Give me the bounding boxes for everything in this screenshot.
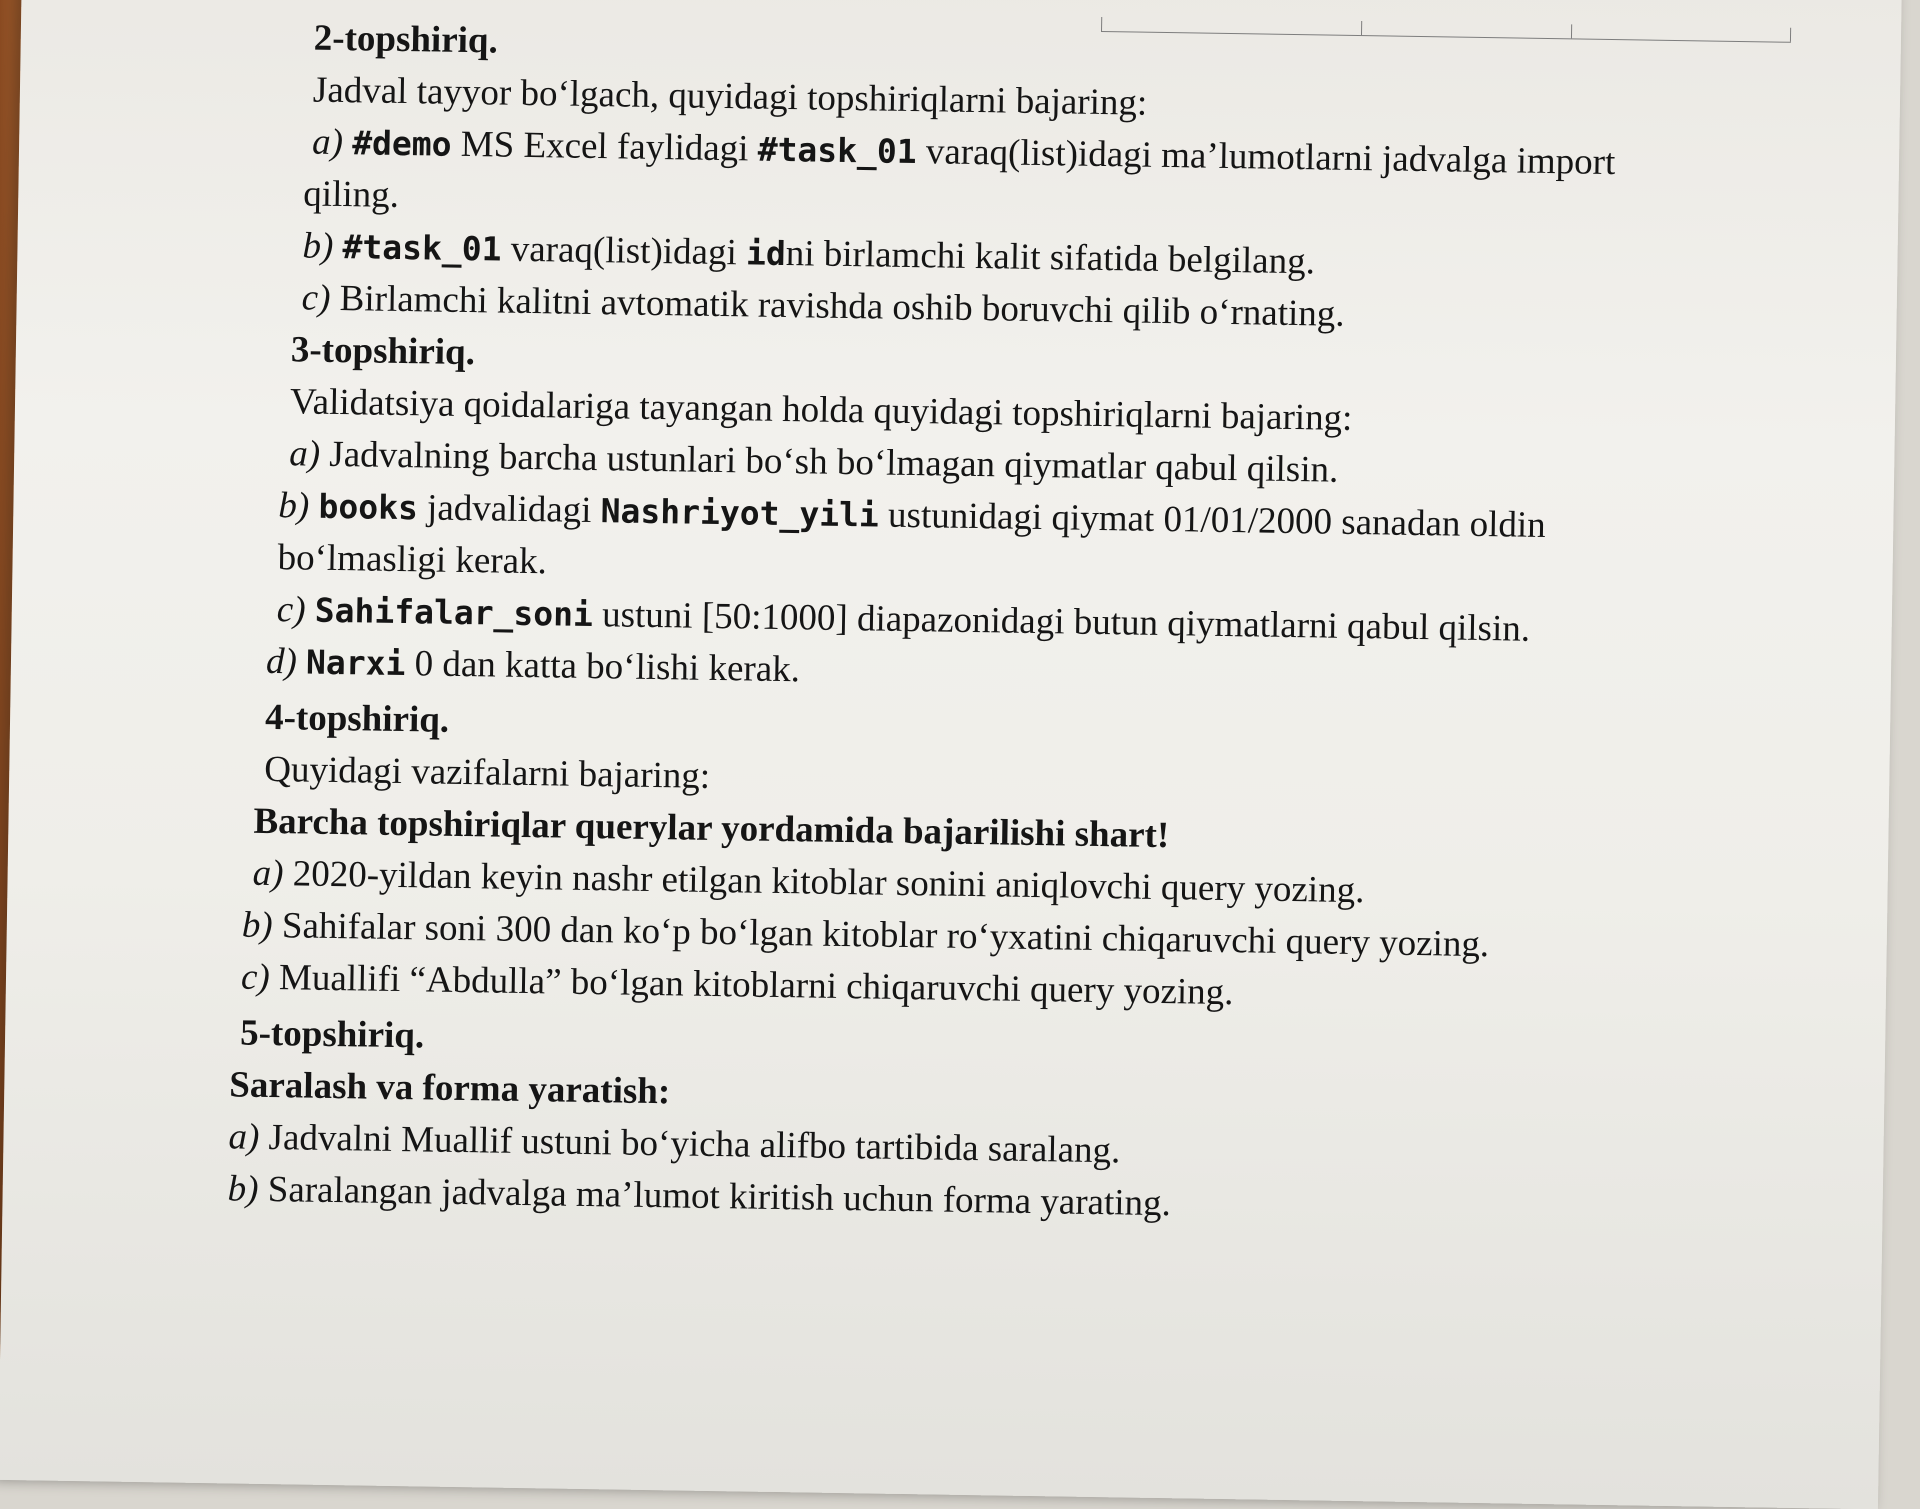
item-text: jadvalidagi — [417, 487, 602, 532]
task5-subtitle: Saralash va forma yaratish: — [229, 1064, 671, 1113]
item-text: 2020-yildan keyin nashr etilgan kitoblar sonini aniqlovchi query yozing. — [283, 853, 1365, 912]
item-label: b) — [278, 485, 310, 527]
task4-intro: Quyidagi vazifalarni bajaring: — [263, 748, 711, 797]
task3-intro: Validatsiya qoidalariga tayangan holda quyidagi topshiriqlarni bajaring: — [289, 381, 1353, 439]
item-label: c) — [240, 956, 271, 999]
item-label: b) — [227, 1168, 259, 1210]
item-text: varaq(list)idagi — [501, 228, 747, 274]
item-text: ustuni [50:1000] diapazonidagi butun qiymatlarni qabul qilsin. — [592, 594, 1531, 650]
code-text: id — [745, 233, 787, 274]
code-text: Sahifalar_soni — [314, 590, 594, 635]
item-label: a) — [288, 433, 321, 475]
item-label: c) — [276, 589, 306, 631]
item-text: Muallifi “Abdulla” bo‘lgan kitoblarni chiqaruvchi query yozing. — [269, 957, 1234, 1014]
item-text: ustunidagi qiymat 01/01/2000 sanadan oldin — [878, 494, 1547, 547]
item-text: Sahifalar soni 300 dan ko‘p bo‘lgan kitoblar ro‘yxatini chiqaruvchi query yozing. — [272, 905, 1490, 966]
task4-note: Barcha topshiriqlar querylar yordamida bajarilishi shart! — [253, 800, 1170, 857]
code-text: #task_01 — [342, 227, 502, 269]
task3-title: 3-topshiriq. — [290, 329, 476, 374]
item-text: MS Excel faylidagi — [451, 123, 759, 170]
item-text: ni birlamchi kalit sifatida belgilang. — [785, 233, 1316, 283]
item-label: b) — [302, 225, 334, 267]
item-text: Jadvalni Muallif ustuni bo‘yicha alifbo tartibida saralang. — [259, 1116, 1121, 1172]
item-label: d) — [265, 640, 298, 683]
task2-intro: Jadval tayyor bo‘lgach, quyidagi topshiriqlarni bajaring: — [312, 69, 1148, 124]
item-label: a) — [252, 852, 284, 895]
task2-title: 2-topshiriq. — [313, 17, 499, 62]
item-label: a) — [228, 1116, 260, 1158]
code-text: books — [318, 486, 419, 528]
task3-item-b-cont: bo‘lmasligi kerak. — [277, 537, 548, 583]
item-label: b) — [241, 904, 274, 947]
task2-item-a-cont: qiling. — [303, 173, 400, 216]
task4-title: 4-topshiriq. — [264, 696, 450, 741]
item-label: c) — [301, 277, 331, 319]
document-content — [227, 12, 1796, 1240]
task5-title: 5-topshiriq. — [239, 1012, 425, 1057]
code-text: #demo — [351, 123, 452, 164]
code-text: #task_01 — [757, 129, 918, 172]
item-label: a) — [311, 121, 344, 164]
code-text: Nashriyot_yili — [600, 491, 880, 535]
item-text: Birlamchi kalitni avtomatik ravishda oshib boruvchi qilib o‘rnating. — [330, 277, 1345, 335]
code-text: Narxi — [305, 642, 406, 684]
item-text: Jadvalning barcha ustunlari bo‘sh bo‘lmagan qiymatlar qabul qilsin. — [319, 433, 1339, 491]
item-text: Saralangan jadvalga ma’lumot kiritish uchun forma yarating. — [258, 1168, 1172, 1225]
item-text: varaq(list)idagi ma’lumotlarni jadvalga import — [916, 131, 1616, 184]
item-text: 0 dan katta bo‘lishi kerak. — [405, 643, 801, 691]
